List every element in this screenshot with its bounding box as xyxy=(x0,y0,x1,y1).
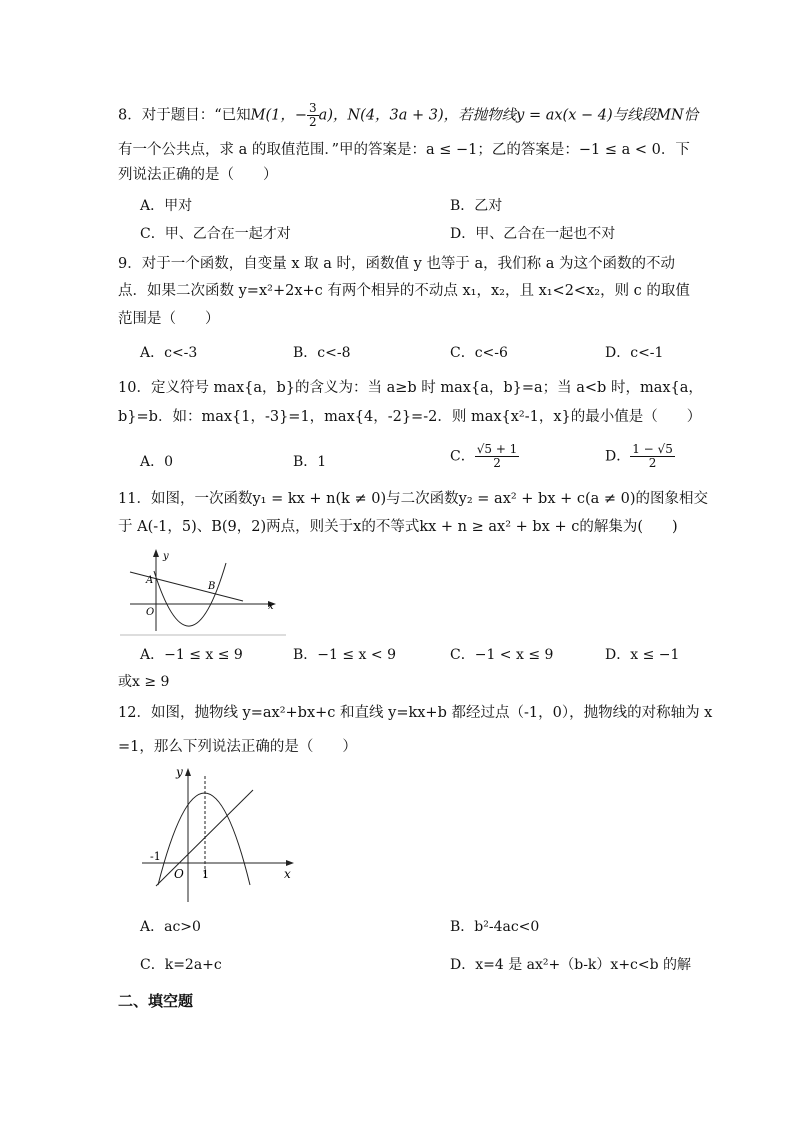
q10-option-a[interactable]: A．0 xyxy=(140,454,174,470)
q8-line1: 8．对于题目：“已知M(1，− $\frac{3}{2}$ a)，N(4，3a + 3)，若抛物线y = ax(x − 4)与线段MN恰 xyxy=(118,101,699,129)
q12-line1: 12．如图，抛物线 y=ax²+bx+c 和直线 y=kx+b 都经过点（-1，0），抛物线的对称轴为 x xyxy=(118,705,713,721)
q8-option-a[interactable]: A．甲对 xyxy=(140,198,193,214)
q11-option-a[interactable]: A．−1 ≤ x ≤ 9 xyxy=(140,647,243,663)
q10-option-c[interactable]: C． $\frac{√5 + 1}{2}$ xyxy=(450,442,518,470)
label-o: O xyxy=(146,607,155,618)
fraction: $\frac{3}{2}$ xyxy=(309,101,317,129)
y-axis-arrow xyxy=(153,549,159,557)
x-axis-arrow xyxy=(286,860,294,866)
q11-option-c[interactable]: C．−1 < x ≤ 9 xyxy=(450,647,554,663)
q9-line3: 范围是（ ） xyxy=(118,311,220,327)
q9-option-b[interactable]: B．c<-8 xyxy=(293,345,351,361)
q11-figure xyxy=(118,545,288,637)
q10-line1: 10．定义符号 max{a，b}的含义为：当 a≥b 时 max{a，b}=a；当 a<b 时，max{a， xyxy=(118,380,703,396)
label-x: x xyxy=(284,867,291,881)
q9-option-c[interactable]: C．c<-6 xyxy=(450,345,508,361)
q8-line2: 有一个公共点，求 a 的取值范围．”甲的答案是：a ≤ −1；乙的答案是：−1 ≤ a < 0．下 xyxy=(118,142,690,158)
q11-option-d[interactable]: D．x ≤ −1 xyxy=(605,647,680,663)
q12-line2: =1，那么下列说法正确的是（ ） xyxy=(118,739,357,755)
label-one: 1 xyxy=(202,868,209,881)
label-minus-one: -1 xyxy=(150,850,161,863)
q12-option-c[interactable]: C．k=2a+c xyxy=(140,957,222,973)
label-b: B xyxy=(208,581,216,592)
q8-line3: 列说法正确的是（ ） xyxy=(118,167,278,183)
label-y: y xyxy=(163,551,169,562)
q12-option-b[interactable]: B．b²-4ac<0 xyxy=(450,919,540,935)
q8-option-d[interactable]: D．甲、乙合在一起也不对 xyxy=(450,226,616,242)
parabola-curve xyxy=(154,563,226,626)
q9-line1: 9．对于一个函数，自变量 x 取 a 时，函数值 y 也等于 a，我们称 a 为这个函数的不动 xyxy=(118,256,676,272)
q12-option-d[interactable]: D．x=4 是 ax²+（b-k）x+c<b 的解 xyxy=(450,957,692,973)
label-x: x xyxy=(268,601,274,612)
q9-option-d[interactable]: D．c<-1 xyxy=(605,345,664,361)
q9-line2: 点．如果二次函数 y=x²+2x+c 有两个相异的不动点 x₁，x₂，且 x₁<2<x₂，则 c 的取值 xyxy=(118,283,690,299)
q11-option-b[interactable]: B．−1 ≤ x < 9 xyxy=(293,647,396,663)
q8-option-c[interactable]: C．甲、乙合在一起才对 xyxy=(140,226,291,242)
q10-option-d[interactable]: D． $\frac{1 - √5}{2}$ xyxy=(605,442,673,470)
label-o: O xyxy=(174,867,184,881)
q10-line2: b}=b．如：max{1，-3}=1，max{4，-2}=-2．则 max{x²-1，x}的最小值是（ ） xyxy=(118,409,702,425)
q12-figure xyxy=(138,760,300,908)
q10-option-b[interactable]: B．1 xyxy=(293,454,327,470)
q12-option-a[interactable]: A．ac>0 xyxy=(140,919,201,935)
section-heading: 二、填空题 xyxy=(118,992,194,1010)
q11-line2: 于 A(-1，5)、B(9，2)两点，则关于x的不等式kx + n ≥ ax² + bx + c的解集为( ) xyxy=(118,519,678,535)
q9-option-a[interactable]: A．c<-3 xyxy=(140,345,198,361)
q8-option-b[interactable]: B．乙对 xyxy=(450,198,503,214)
label-y: y xyxy=(176,765,183,779)
q11-option-d-continued: 或x ≥ 9 xyxy=(118,674,170,690)
y-axis-arrow xyxy=(185,768,191,776)
q11-line1: 11．如图，一次函数y₁ = kx + n(k ≠ 0)与二次函数y₂ = ax² + bx + c(a ≠ 0)的图象相交 xyxy=(118,491,709,507)
label-a: A xyxy=(146,575,154,586)
